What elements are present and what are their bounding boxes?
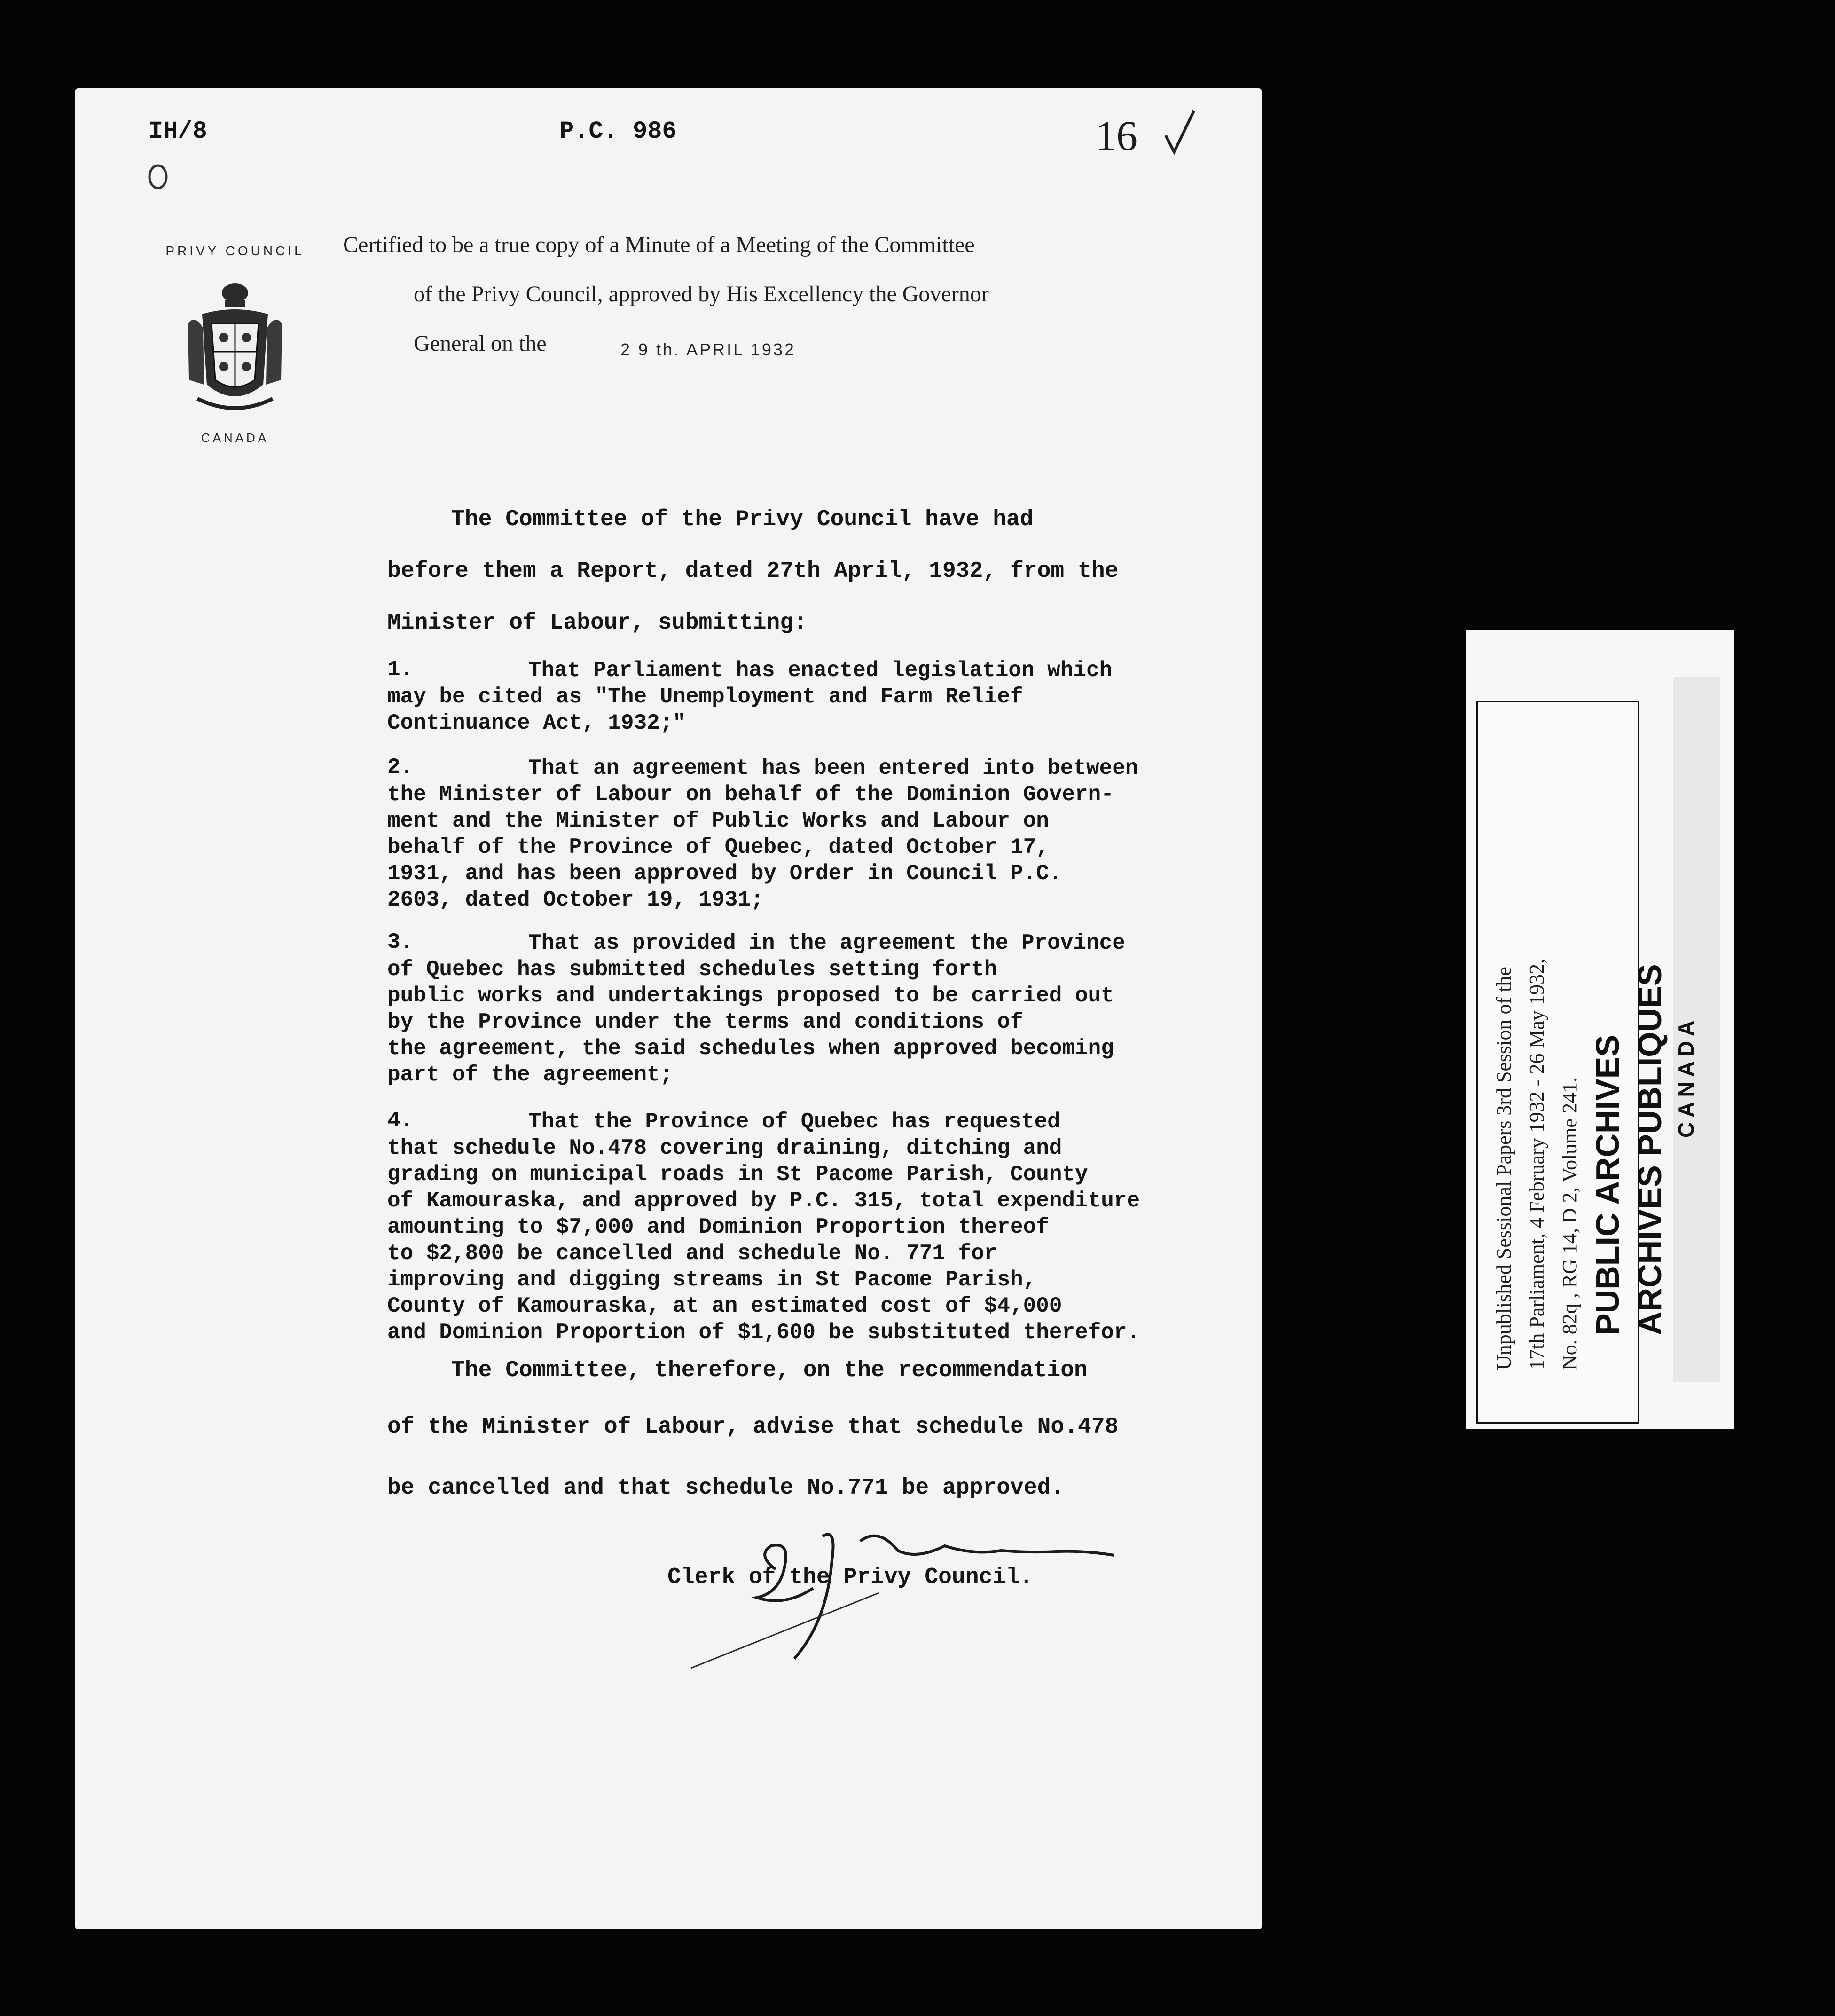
crest-top-text: PRIVY COUNCIL — [165, 244, 305, 258]
crest-bottom-text: CANADA — [201, 431, 269, 445]
item-text: That as provided in the agreement the Province of Quebec has submitted schedules setting forth public works and undertakings proposed to be carried out by the Province under the terms and conditions of the agreement, the said schedules when approved becoming part of the agreement; — [387, 931, 1125, 1087]
item-number: 1. — [387, 657, 414, 682]
certification-line-1: Certified to be a true copy of a Minute of a Meeting of the Committee — [343, 232, 975, 257]
privy-council-crest — [165, 244, 305, 488]
handwritten-mark-icon — [145, 159, 173, 192]
reference-code: IH/8 — [149, 118, 207, 145]
certification-line-2: of the Privy Council, approved by His Excellency the Governor — [414, 282, 989, 307]
checkmark-icon — [1161, 107, 1199, 159]
intro-line-3: Minister of Labour, submitting: — [387, 610, 807, 636]
order-number: P.C. 986 — [559, 118, 677, 145]
item-number: 4. — [387, 1109, 414, 1133]
signature-icon — [616, 1499, 1274, 1696]
item-number: 3. — [387, 930, 414, 954]
archive-label — [1466, 630, 1734, 1429]
signature-title: Clerk of the Privy Council. — [667, 1565, 1033, 1590]
document-page — [75, 88, 1262, 1929]
closing-line-2: of the Minister of Labour, advise that schedule No.478 — [387, 1414, 1119, 1440]
stamp-line-2: ARCHIVES PUBLIQUES — [1631, 964, 1668, 1335]
page-number: 16 — [1095, 113, 1137, 159]
stamp-line-3: CANADA — [1674, 1016, 1698, 1138]
item-text: That the Province of Quebec has requested that schedule No.478 covering draining, ditching and grading on municipal roads in St Pacome Parish, County of Kamouraska, and approved by P.C. 315, total expenditure amounting to $7,000 and Dominion Proportion thereof to $2,800 be cancelled and schedule No. 771 for improving and digging streams in St Pacome Parish, County of Kamouraska, at an estimated cost of $4,000 and Dominion Proportion of $1,600 be substituted therefor. — [387, 1110, 1140, 1345]
intro-line-1: The Committee of the Privy Council have had — [451, 507, 1034, 532]
item-text: That Parliament has enacted legislation which may be cited as "The Unemployment and Farm Relief Continuance Act, 1932;" — [387, 658, 1113, 735]
item-number: 2. — [387, 755, 414, 780]
citation-line-1: Unpublished Sessional Papers 3rd Session of the — [1492, 967, 1515, 1370]
certification-line-3: General on the — [414, 331, 547, 356]
item-text: That an agreement has been entered into between the Minister of Labour on behalf of the Dominion Govern- ment and the Minister of Public Works and Labour on behalf of the Province of Quebec, dated October 17, 1931, and has been approved by Order in Council P.C. 2603, dated October 19, 1931; — [387, 756, 1138, 912]
crest-emblem-icon — [169, 244, 301, 488]
citation-line-3: No. 82q , RG 14, D 2, Volume 241. — [1558, 1077, 1581, 1370]
stamp-line-1: PUBLIC ARCHIVES — [1589, 1034, 1626, 1335]
closing-line-1: The Committee, therefore, on the recommendation — [451, 1358, 1088, 1383]
citation-line-2: 17th Parliament, 4 February 1932 - 26 May 1932, — [1525, 959, 1548, 1370]
intro-line-2: before them a Report, dated 27th April, 1932, from the — [387, 559, 1119, 584]
certification-date: 2 9 th. APRIL 1932 — [620, 340, 796, 359]
closing-line-3: be cancelled and that schedule No.771 be approved. — [387, 1475, 1065, 1501]
